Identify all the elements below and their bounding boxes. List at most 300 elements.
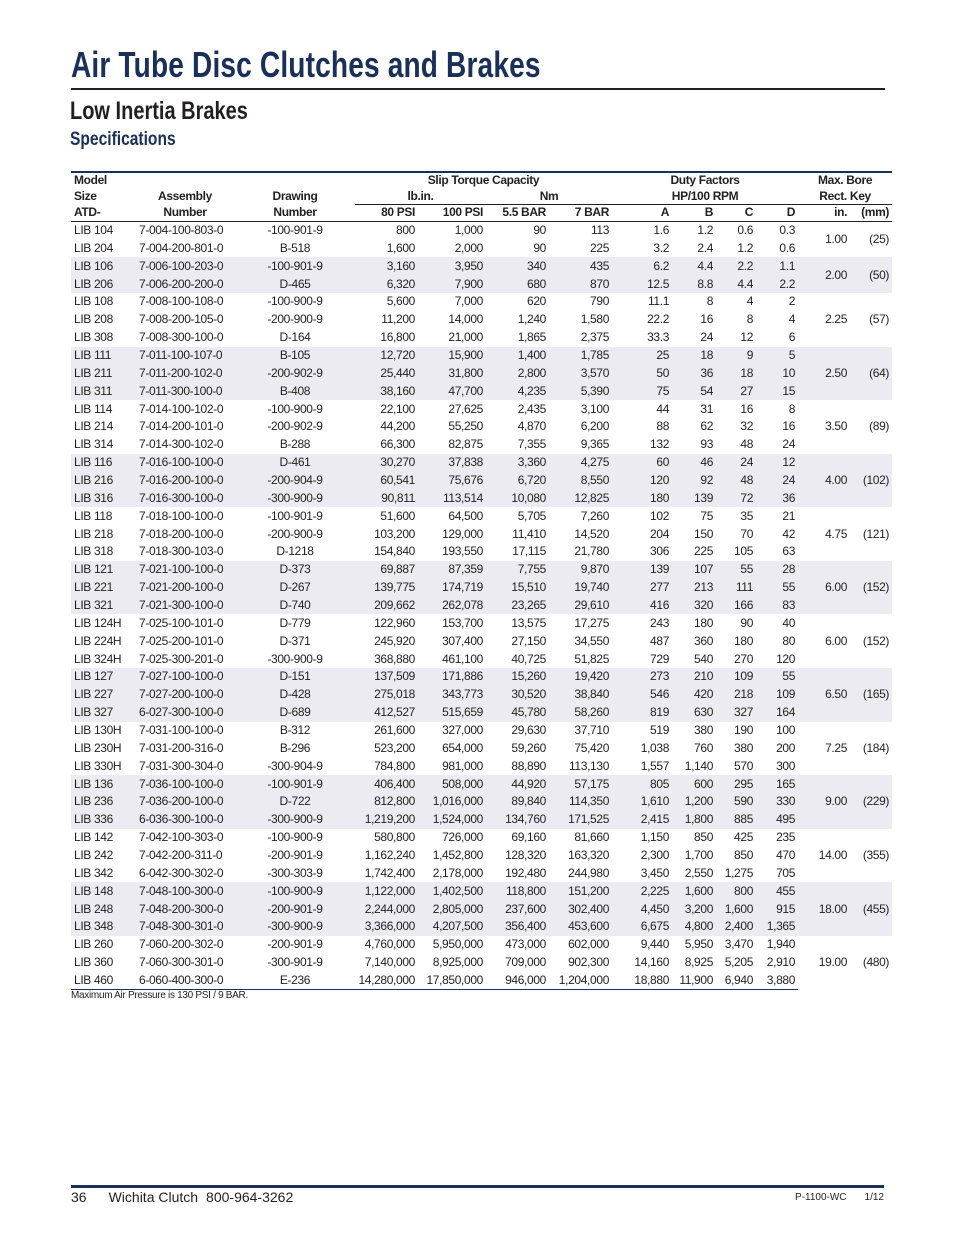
table-row <box>71 972 892 990</box>
cell-duty-a: 75 <box>612 382 672 400</box>
header-hp-rpm: HP/100 RPM <box>612 189 798 205</box>
specifications-table <box>71 171 892 990</box>
cell-duty-d: 63 <box>782 544 796 559</box>
cell-torque-7bar: 902,300 <box>568 955 610 970</box>
cell-torque-7bar: 19,740 <box>549 579 612 597</box>
cell-drawing-number: -100-901-9 <box>235 257 355 275</box>
cell-assembly-number: 7-048-200-300-0 <box>135 900 235 918</box>
cell-duty-d: 1,940 <box>766 937 796 952</box>
cell-drawing-number: -100-900-9 <box>267 830 323 845</box>
cell-assembly-number: 6-042-300-302-0 <box>139 865 224 880</box>
cell-duty-c: 105 <box>734 544 754 559</box>
cell-assembly-number: 7-018-300-103-0 <box>139 544 224 559</box>
cell-drawing-number: B-296 <box>279 740 311 755</box>
cell-duty-a: 44 <box>656 401 670 416</box>
cell-torque-80psi: 38,160 <box>355 382 418 400</box>
cell-duty-c: 190 <box>734 722 754 737</box>
cell-drawing-number: -300-904-9 <box>267 758 323 773</box>
table-row <box>71 329 892 347</box>
cell-torque-100psi: 15,900 <box>418 347 486 365</box>
header-in: in. <box>798 205 850 222</box>
cell-duty-c: 16 <box>740 401 754 416</box>
cell-torque-80psi: 1,742,400 <box>364 865 415 880</box>
cell-duty-b: 380 <box>694 722 714 737</box>
cell-duty-d: 1,365 <box>756 918 798 936</box>
footer-right <box>777 1192 884 1203</box>
cell-torque-80psi: 3,366,000 <box>355 918 418 936</box>
cell-duty-c: 180 <box>734 633 754 648</box>
cell-duty-b: 11,900 <box>672 972 716 990</box>
header-max-bore: Max. Bore <box>798 172 892 189</box>
cell-model: LIB 148 <box>71 882 135 900</box>
header-rect-key: Rect. Key <box>798 189 892 205</box>
table-row <box>71 293 892 311</box>
cell-drawing-number: -100-901-9 <box>235 775 355 793</box>
cell-duty-d: 24 <box>782 437 796 452</box>
cell-duty-d: 165 <box>756 775 798 793</box>
cell-assembly-number: 7-006-100-203-0 <box>135 257 235 275</box>
cell-torque-80psi: 3,160 <box>355 257 418 275</box>
cell-duty-a: 11.1 <box>647 294 670 309</box>
cell-model: LIB 208 <box>74 312 113 327</box>
cell-duty-a: 204 <box>650 526 670 541</box>
cell-torque-100psi: 461,100 <box>442 651 483 666</box>
cell-duty-b: 2.4 <box>697 240 714 255</box>
cell-torque-5-5bar: 89,840 <box>486 793 549 811</box>
cell-model: LIB 136 <box>71 775 135 793</box>
cell-model: LIB 360 <box>74 955 113 970</box>
table-row <box>71 472 892 490</box>
cell-assembly-number: 6-036-300-100-0 <box>135 811 235 829</box>
table-row <box>71 775 892 793</box>
cell-torque-7bar: 1,204,000 <box>549 972 612 990</box>
cell-assembly-number: 7-016-300-100-0 <box>135 489 235 507</box>
cell-torque-80psi: 812,800 <box>355 793 418 811</box>
cell-duty-d: 10 <box>756 364 798 382</box>
cell-bore-in: 2.00 <box>798 257 850 293</box>
table-row <box>71 525 892 543</box>
cell-assembly-number: 7-016-100-100-0 <box>135 454 235 472</box>
cell-duty-d: 28 <box>756 561 798 579</box>
cell-duty-b: 1,600 <box>672 882 716 900</box>
cell-torque-80psi: 51,600 <box>380 508 415 523</box>
cell-duty-b: 1,800 <box>672 811 716 829</box>
cell-drawing-number: D-267 <box>235 579 355 597</box>
cell-duty-d: 2.2 <box>756 275 798 293</box>
cell-duty-c: 4 <box>746 294 754 309</box>
cell-assembly-number: 7-011-300-100-0 <box>135 382 235 400</box>
cell-duty-d: 2 <box>788 294 796 309</box>
cell-torque-100psi: 654,000 <box>442 740 483 755</box>
cell-duty-d: 300 <box>776 758 796 773</box>
title-divider <box>71 88 885 90</box>
cell-torque-5-5bar: 709,000 <box>505 955 546 970</box>
cell-drawing-number: B-105 <box>235 347 355 365</box>
cell-bore-mm: (57) <box>869 312 890 327</box>
cell-assembly-number: 7-014-100-102-0 <box>139 401 224 416</box>
table-body <box>71 221 892 990</box>
cell-torque-5-5bar: 90 <box>533 222 546 237</box>
cell-torque-100psi: 2,000 <box>454 240 483 255</box>
cell-torque-7bar: 5,390 <box>549 382 612 400</box>
cell-drawing-number: -300-900-9 <box>235 918 355 936</box>
cell-duty-d: 200 <box>776 740 796 755</box>
cell-model: LIB 342 <box>74 865 113 880</box>
cell-torque-7bar: 171,525 <box>549 811 612 829</box>
cell-bore-mm: (480) <box>862 955 890 970</box>
cell-bore-mm: (121) <box>862 526 890 541</box>
cell-torque-7bar: 790 <box>590 294 610 309</box>
cell-duty-b: 3,200 <box>672 900 716 918</box>
cell-duty-b: 540 <box>694 651 714 666</box>
cell-model: LIB 227 <box>71 686 135 704</box>
footnote: Maximum Air Pressure is 130 PSI / 9 BAR. <box>71 990 248 1001</box>
cell-torque-7bar: 244,980 <box>568 865 610 880</box>
cell-duty-c: 570 <box>734 758 754 773</box>
cell-torque-7bar: 9,365 <box>580 437 610 452</box>
cell-assembly-number: 7-036-200-100-0 <box>135 793 235 811</box>
table-row <box>71 364 892 382</box>
cell-assembly-number: 6-027-300-100-0 <box>135 704 235 722</box>
cell-torque-80psi: 261,600 <box>374 722 415 737</box>
header-atd: ATD- <box>71 205 135 222</box>
cell-assembly-number: 7-048-300-301-0 <box>135 918 235 936</box>
cell-bore-mm: (152) <box>862 633 890 648</box>
cell-assembly-number: 7-048-100-300-0 <box>135 882 235 900</box>
cell-drawing-number: -200-901-9 <box>267 848 323 862</box>
cell-duty-c: 1,275 <box>724 865 754 880</box>
footer-divider <box>71 1185 884 1188</box>
cell-torque-80psi: 60,541 <box>355 472 418 490</box>
cell-duty-d: 21 <box>782 508 796 523</box>
cell-torque-5-5bar: 15,260 <box>486 668 549 686</box>
cell-duty-a: 6.2 <box>612 257 672 275</box>
cell-duty-b: 5,950 <box>684 937 714 952</box>
cell-torque-100psi: 129,000 <box>442 526 483 541</box>
cell-duty-b: 360 <box>694 633 714 648</box>
cell-duty-b: 850 <box>694 830 714 845</box>
cell-torque-100psi: 87,359 <box>418 561 486 579</box>
cell-torque-80psi: 122,960 <box>374 615 415 630</box>
cell-duty-c: 70 <box>740 526 754 541</box>
cell-torque-80psi: 412,527 <box>355 704 418 722</box>
company-name: Wichita Clutch <box>108 1189 199 1205</box>
cell-torque-100psi: 7,900 <box>418 275 486 293</box>
cell-model: LIB 321 <box>71 597 135 615</box>
cell-drawing-number: -200-902-9 <box>267 419 323 434</box>
cell-torque-80psi: 69,887 <box>355 561 418 579</box>
cell-duty-d: 5 <box>756 347 798 365</box>
cell-torque-80psi: 7,140,000 <box>364 955 415 970</box>
cell-duty-c: 327 <box>716 704 756 722</box>
table-row <box>71 954 892 972</box>
cell-duty-c: 2.2 <box>716 257 756 275</box>
cell-torque-80psi: 103,200 <box>374 526 415 541</box>
table-row <box>71 686 892 704</box>
cell-assembly-number: 7-008-300-100-0 <box>139 330 224 345</box>
cell-torque-7bar: 3,570 <box>549 364 612 382</box>
cell-torque-80psi: 44,200 <box>380 419 415 434</box>
cell-duty-b: 320 <box>672 597 716 615</box>
header-b: B <box>672 205 716 222</box>
cell-drawing-number: E-236 <box>235 972 355 990</box>
cell-bore-in: 4.00 <box>798 454 850 508</box>
cell-model: LIB 311 <box>71 382 135 400</box>
cell-torque-5-5bar: 680 <box>486 275 549 293</box>
cell-torque-100psi: 1,452,800 <box>432 848 483 862</box>
table-row <box>71 597 892 615</box>
header-80psi: 80 PSI <box>355 205 418 222</box>
cell-torque-80psi: 406,400 <box>355 775 418 793</box>
cell-torque-100psi: 153,700 <box>442 615 483 630</box>
cell-bore-in: 9.00 <box>798 775 850 829</box>
cell-model: LIB 324H <box>74 651 122 666</box>
cell-duty-b: 139 <box>672 489 716 507</box>
cell-duty-a: 2,415 <box>612 811 672 829</box>
cell-torque-100psi: 508,000 <box>418 775 486 793</box>
cell-duty-a: 3.2 <box>653 240 670 255</box>
cell-duty-c: 3,470 <box>724 937 754 952</box>
cell-torque-7bar: 2,375 <box>580 330 610 345</box>
cell-duty-d: 36 <box>756 489 798 507</box>
cell-duty-d: 120 <box>776 651 796 666</box>
cell-model: LIB 348 <box>71 918 135 936</box>
cell-torque-80psi: 137,509 <box>355 668 418 686</box>
cell-duty-a: 1,150 <box>640 830 670 845</box>
header-5-5bar: 5.5 BAR <box>486 205 549 222</box>
cell-drawing-number: D-1218 <box>276 544 314 559</box>
cell-torque-7bar: 17,275 <box>574 615 610 630</box>
cell-duty-b: 1,700 <box>684 848 714 862</box>
cell-torque-80psi: 784,800 <box>374 758 415 773</box>
cell-bore-in: 19.00 <box>818 955 848 970</box>
cell-drawing-number: -300-901-9 <box>267 955 323 970</box>
cell-model: LIB 318 <box>74 544 113 559</box>
section-heading: Specifications <box>70 129 176 150</box>
cell-assembly-number: 7-027-200-100-0 <box>135 686 235 704</box>
cell-duty-b: 18 <box>672 347 716 365</box>
table-row <box>71 918 892 936</box>
cell-bore-mm: (50) <box>850 257 892 293</box>
cell-torque-5-5bar: 4,870 <box>517 419 546 434</box>
cell-bore-in: 6.50 <box>798 668 850 722</box>
cell-torque-7bar: 1,580 <box>580 312 610 327</box>
cell-drawing-number: -100-900-9 <box>267 294 323 309</box>
cell-assembly-number: 7-042-200-311-0 <box>139 848 223 862</box>
cell-torque-80psi: 800 <box>396 222 415 237</box>
cell-duty-b: 420 <box>672 686 716 704</box>
header-drawing-number: Number <box>235 205 355 222</box>
cell-torque-7bar: 21,780 <box>574 544 610 559</box>
cell-duty-c: 9 <box>716 347 756 365</box>
cell-duty-d: 2,910 <box>766 955 796 970</box>
cell-duty-c: 295 <box>716 775 756 793</box>
cell-duty-b: 8,925 <box>684 955 714 970</box>
cell-duty-a: 487 <box>650 633 670 648</box>
table-row <box>71 239 892 257</box>
cell-duty-a: 1,557 <box>640 758 670 773</box>
cell-torque-5-5bar: 473,000 <box>505 937 546 952</box>
header-7bar: 7 BAR <box>549 205 612 222</box>
cell-duty-b: 150 <box>694 526 714 541</box>
cell-drawing-number: -200-900-9 <box>267 526 323 541</box>
cell-torque-100psi: 3,950 <box>418 257 486 275</box>
cell-model: LIB 221 <box>71 579 135 597</box>
cell-torque-80psi: 22,100 <box>380 401 415 416</box>
cell-drawing-number: D-465 <box>235 275 355 293</box>
cell-bore-mm: (89) <box>869 419 890 434</box>
cell-duty-d: 1.1 <box>756 257 798 275</box>
cell-torque-5-5bar: 356,400 <box>486 918 549 936</box>
cell-duty-a: 1.6 <box>653 222 670 237</box>
cell-torque-100psi: 7,000 <box>454 294 483 309</box>
cell-torque-7bar: 58,260 <box>549 704 612 722</box>
cell-drawing-number: -300-900-9 <box>267 651 323 666</box>
table-row <box>71 811 892 829</box>
catalog-number: P-1100-WC <box>795 1192 847 1203</box>
cell-torque-5-5bar: 128,320 <box>505 848 546 862</box>
cell-model: LIB 314 <box>74 437 113 452</box>
cell-model: LIB 330H <box>74 758 122 773</box>
cell-duty-a: 819 <box>612 704 672 722</box>
cell-duty-b: 24 <box>700 330 714 345</box>
cell-duty-a: 243 <box>650 615 670 630</box>
cell-duty-d: 12 <box>756 454 798 472</box>
cell-duty-b: 180 <box>694 615 714 630</box>
cell-duty-b: 93 <box>700 437 714 452</box>
cell-drawing-number: -200-904-9 <box>235 472 355 490</box>
cell-bore-mm: (152) <box>850 561 892 615</box>
cell-torque-100psi: 17,850,000 <box>418 972 486 990</box>
cell-torque-80psi: 1,600 <box>386 240 415 255</box>
cell-torque-100psi: 75,676 <box>418 472 486 490</box>
cell-torque-80psi: 16,800 <box>380 330 415 345</box>
cell-duty-d: 4 <box>788 312 796 327</box>
cell-torque-100psi: 1,402,500 <box>418 882 486 900</box>
cell-duty-a: 132 <box>650 437 670 452</box>
cell-model: LIB 214 <box>74 419 113 434</box>
table-row <box>71 847 892 865</box>
cell-model: LIB 336 <box>71 811 135 829</box>
cell-torque-5-5bar: 7,355 <box>517 437 546 452</box>
cell-duty-b: 600 <box>672 775 716 793</box>
cell-duty-d: 42 <box>782 526 796 541</box>
cell-torque-5-5bar: 2,800 <box>486 364 549 382</box>
table-row <box>71 882 892 900</box>
cell-drawing-number: -200-902-9 <box>235 364 355 382</box>
table-row <box>71 722 892 740</box>
cell-duty-a: 519 <box>650 722 670 737</box>
cell-duty-c: 35 <box>740 508 754 523</box>
cell-assembly-number: 7-014-200-101-0 <box>139 419 224 434</box>
cell-drawing-number: D-779 <box>279 615 311 630</box>
cell-torque-5-5bar: 5,705 <box>517 508 546 523</box>
cell-torque-7bar: 113 <box>590 222 610 237</box>
cell-torque-7bar: 34,550 <box>574 633 610 648</box>
cell-torque-100psi: 64,500 <box>448 508 483 523</box>
cell-duty-a: 277 <box>612 579 672 597</box>
cell-model: LIB 327 <box>71 704 135 722</box>
cell-torque-80psi: 66,300 <box>380 437 415 452</box>
cell-torque-7bar: 602,000 <box>568 937 610 952</box>
cell-duty-a: 4,450 <box>612 900 672 918</box>
header-assembly-number: Number <box>135 205 235 222</box>
cell-duty-b: 31 <box>700 401 714 416</box>
cell-torque-100psi: 981,000 <box>442 758 483 773</box>
cell-duty-c: 111 <box>716 579 756 597</box>
table-row <box>71 793 892 811</box>
cell-duty-c: 800 <box>716 882 756 900</box>
cell-duty-d: 55 <box>756 668 798 686</box>
cell-torque-7bar: 12,825 <box>549 489 612 507</box>
cell-duty-a: 60 <box>612 454 672 472</box>
cell-model: LIB 142 <box>74 830 113 845</box>
cell-duty-c: 90 <box>740 615 754 630</box>
cell-torque-5-5bar: 237,600 <box>486 900 549 918</box>
cell-assembly-number: 7-027-100-100-0 <box>135 668 235 686</box>
cell-drawing-number: B-288 <box>279 437 311 452</box>
cell-duty-b: 92 <box>672 472 716 490</box>
cell-torque-5-5bar: 90 <box>533 240 546 255</box>
cell-torque-100psi: 726,000 <box>442 830 483 845</box>
cell-torque-80psi: 14,280,000 <box>355 972 418 990</box>
cell-torque-5-5bar: 23,265 <box>486 597 549 615</box>
cell-duty-c: 27 <box>716 382 756 400</box>
cell-torque-5-5bar: 620 <box>527 294 546 309</box>
cell-torque-7bar: 51,825 <box>574 651 610 666</box>
cell-torque-100psi: 113,514 <box>418 489 486 507</box>
table-row <box>71 275 892 293</box>
cell-duty-a: 729 <box>650 651 670 666</box>
cell-model: LIB 218 <box>74 526 113 541</box>
cell-model: LIB 108 <box>74 294 113 309</box>
cell-assembly-number: 7-042-100-303-0 <box>139 830 224 845</box>
cell-duty-d: 6 <box>788 330 796 345</box>
cell-duty-a: 1,610 <box>612 793 672 811</box>
cell-bore-in: 6.00 <box>798 561 850 615</box>
cell-torque-7bar: 435 <box>549 257 612 275</box>
header-size: Size <box>74 189 97 203</box>
table-row <box>71 400 892 418</box>
cell-torque-5-5bar: 3,360 <box>486 454 549 472</box>
cell-duty-a: 9,440 <box>640 937 670 952</box>
cell-duty-b: 107 <box>672 561 716 579</box>
cell-duty-a: 1,038 <box>640 740 670 755</box>
cell-assembly-number: 7-021-200-100-0 <box>135 579 235 597</box>
header-c: C <box>716 205 756 222</box>
table-row <box>71 739 892 757</box>
cell-duty-d: 705 <box>776 865 796 880</box>
cell-assembly-number: 7-021-100-100-0 <box>135 561 235 579</box>
cell-torque-100psi: 2,805,000 <box>418 900 486 918</box>
cell-torque-100psi: 8,925,000 <box>432 955 483 970</box>
cell-bore-in: 1.00 <box>825 231 848 246</box>
cell-torque-7bar: 225 <box>590 240 610 255</box>
cell-torque-80psi: 1,162,240 <box>364 848 415 862</box>
cell-bore-in: 6.00 <box>825 633 848 648</box>
cell-drawing-number: D-371 <box>279 633 311 648</box>
table-row <box>71 454 892 472</box>
cell-bore-in: 2.25 <box>825 312 848 327</box>
cell-duty-b: 4,800 <box>672 918 716 936</box>
cell-drawing-number: D-428 <box>235 686 355 704</box>
cell-duty-d: 495 <box>756 811 798 829</box>
cell-duty-d: 100 <box>776 722 796 737</box>
cell-duty-c: 270 <box>734 651 754 666</box>
table-row <box>71 757 892 775</box>
cell-bore-mm: (229) <box>850 775 892 829</box>
cell-torque-100psi: 82,875 <box>448 437 483 452</box>
